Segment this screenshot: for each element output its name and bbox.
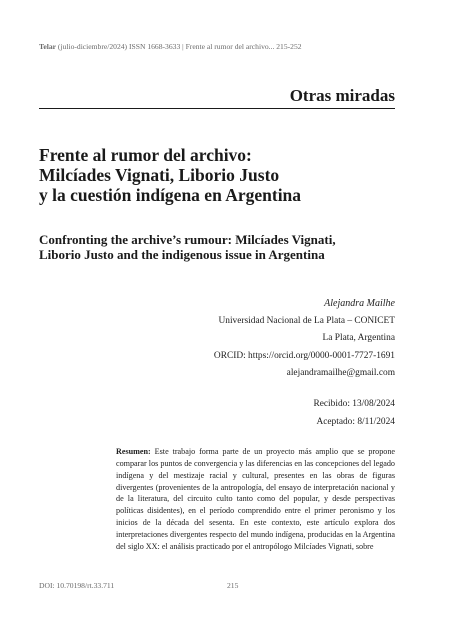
title-en-line-2: Liborio Justo and the indigenous issue in Argentina: [39, 247, 325, 262]
title-es-line-2: Milcíades Vignati, Liborio Justo: [39, 165, 280, 185]
issue-info: (julio-diciembre/2024) ISSN 1668-3633: [56, 42, 181, 51]
footer-doi[interactable]: DOI: 10.70198/rt.33.711: [39, 581, 115, 590]
section-divider: [39, 108, 395, 109]
author-affiliation: Universidad Nacional de La Plata – CONICET: [218, 315, 395, 326]
received-date: Recibido: 13/08/2024: [313, 399, 395, 409]
abstract-label: Resumen:: [116, 447, 151, 456]
title-es-line-3: y la cuestión indígena en Argentina: [39, 185, 302, 205]
title-en-line-1: Confronting the archive’s rumour: Milcíades Vignati,: [39, 232, 336, 247]
page-number: 215: [227, 581, 239, 590]
running-header: [39, 42, 419, 51]
article-title-spanish: [39, 145, 399, 205]
author-email[interactable]: alejandramailhe@gmail.com: [286, 368, 395, 378]
article-title-english: [39, 232, 399, 262]
journal-name: Telar: [39, 42, 57, 51]
accepted-date: Aceptado: 8/11/2024: [316, 417, 395, 427]
author-location: La Plata, Argentina: [322, 333, 395, 343]
author-orcid[interactable]: ORCID: https://orcid.org/0000-0001-7727-1691: [213, 350, 395, 361]
submission-dates: [313, 395, 395, 431]
title-es-line-1: Frente al rumor del archivo:: [39, 145, 252, 165]
abstract-text: Este trabajo forma parte de un proyecto más amplio que se propone comparar los puntos de convergencia y las diferencias en las concepciones del legado indígena y del mestizaje racial y cultural, presentes en las obras de figuras divergentes (provenientes de la antropología, del ensayo de interpretación nacional y de la literatura, del circuito culto tanto como del popular, y desde perspectivas políticas disidentes), en el período comprendido entre el primer peronismo y los inicios de la década del sesenta. En este contexto, este artículo explora dos interpretaciones divergentes respecto del mundo indígena, producidas en la Argentina del siglo XX: el análisis practicado por el antropólogo Milcíades Vignati, sobre: [116, 447, 395, 551]
running-title: Frente al rumor del archivo... 215-252: [185, 42, 302, 51]
author-block: [214, 295, 395, 383]
abstract: [116, 446, 395, 553]
header-separator: |: [180, 42, 186, 51]
author-name: Alejandra Mailhe: [324, 298, 395, 309]
section-title: Otras miradas: [289, 86, 395, 105]
